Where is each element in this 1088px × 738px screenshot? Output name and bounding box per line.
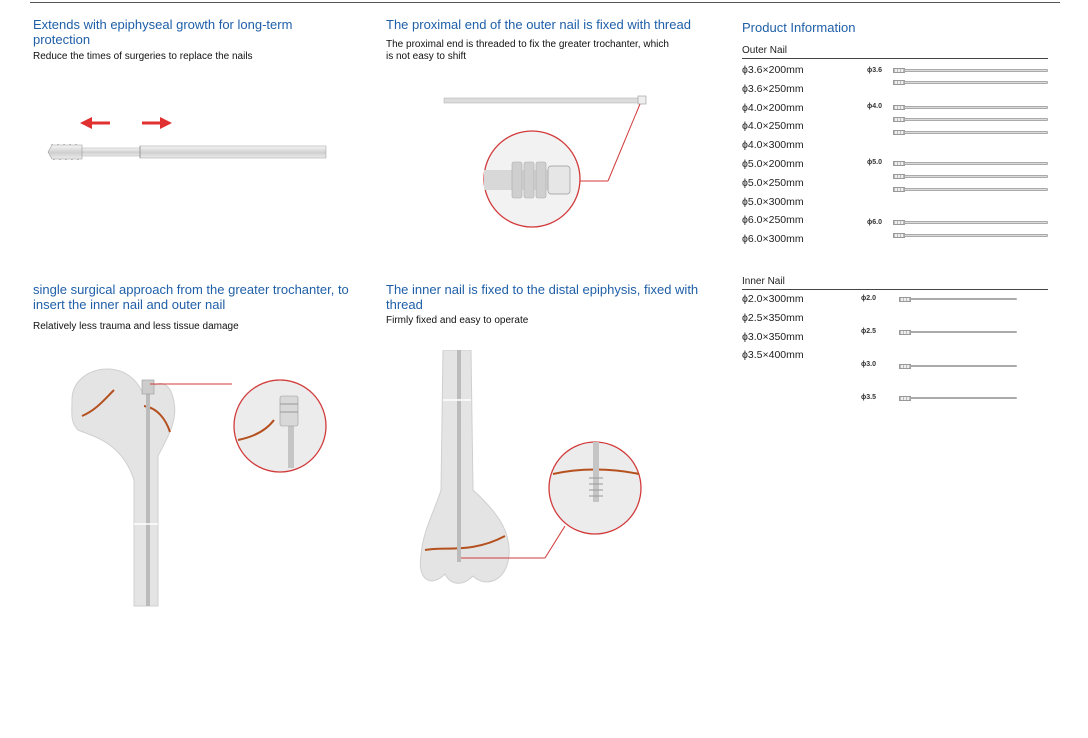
feature-title: single surgical approach from the greater trochanter, to insert the inner nail and outer nail bbox=[33, 282, 349, 312]
inner-nail-rod bbox=[910, 298, 1017, 300]
outer-nail-rod bbox=[904, 118, 1048, 121]
diameter-label: ϕ5.0 bbox=[867, 159, 882, 166]
diameter-label: ϕ3.5 bbox=[861, 394, 876, 401]
outer-nail-rod bbox=[904, 221, 1048, 224]
list-item: ϕ3.5×400mm bbox=[742, 349, 804, 362]
outer-nail-rod bbox=[904, 131, 1048, 134]
outer-nail-rod bbox=[904, 162, 1048, 165]
list-item: ϕ2.0×300mm bbox=[742, 293, 804, 305]
list-item: ϕ4.0×250mm bbox=[742, 120, 804, 133]
diameter-label: ϕ2.5 bbox=[861, 328, 876, 335]
femur-proximal-illustration bbox=[62, 360, 332, 608]
list-item: ϕ4.0×200mm bbox=[742, 101, 804, 114]
diameter-label: ϕ2.0 bbox=[861, 295, 876, 302]
list-item: ϕ3.6×200mm bbox=[742, 64, 804, 76]
telescopic-nail-illustration bbox=[40, 108, 340, 170]
list-item: ϕ3.0×350mm bbox=[742, 330, 804, 343]
feature-title: Extends with epiphyseal growth for long-term protection bbox=[33, 17, 293, 47]
outer-nail-rod bbox=[904, 81, 1048, 84]
list-item: ϕ6.0×250mm bbox=[742, 214, 804, 227]
diameter-label: ϕ3.6 bbox=[867, 67, 882, 74]
feature-title: The proximal end of the outer nail is fixed with thread bbox=[386, 17, 691, 32]
list-item: ϕ3.6×250mm bbox=[742, 82, 804, 95]
inner-nail-rod bbox=[910, 365, 1017, 367]
diameter-label: ϕ6.0 bbox=[867, 219, 882, 226]
feature-single-approach bbox=[33, 282, 353, 333]
feature-subtitle: Reduce the times of surgeries to replace the nails bbox=[33, 51, 253, 62]
outer-nail-rod bbox=[904, 234, 1048, 237]
inner-nail-size-list bbox=[742, 290, 804, 365]
outer-nail-rod bbox=[904, 175, 1048, 178]
inner-nail-rod bbox=[910, 397, 1017, 399]
femur-distal-illustration bbox=[415, 350, 655, 595]
feature-distal-thread bbox=[386, 282, 706, 327]
feature-subtitle: Relatively less trauma and less tissue damage bbox=[33, 321, 239, 332]
diameter-label: ϕ4.0 bbox=[867, 103, 882, 110]
right-arrow-icon bbox=[142, 117, 172, 129]
list-item: ϕ5.0×200mm bbox=[742, 157, 804, 170]
list-item: ϕ4.0×300mm bbox=[742, 139, 804, 152]
list-item: ϕ5.0×300mm bbox=[742, 195, 804, 208]
inner-nail-rod bbox=[910, 331, 1017, 333]
product-info-title: Product Information bbox=[742, 20, 856, 35]
list-item: ϕ6.0×300mm bbox=[742, 233, 804, 246]
feature-epiphyseal-growth bbox=[33, 17, 333, 63]
proximal-thread-illustration bbox=[440, 90, 660, 235]
outer-nail-rod bbox=[904, 69, 1048, 72]
inner-nail-label: Inner Nail bbox=[742, 276, 785, 287]
list-item: ϕ5.0×250mm bbox=[742, 176, 804, 189]
list-item: ϕ2.5×350mm bbox=[742, 311, 804, 324]
top-rule bbox=[30, 2, 1060, 3]
feature-subtitle: Firmly fixed and easy to operate bbox=[386, 315, 529, 326]
feature-proximal-thread bbox=[386, 17, 716, 63]
feature-title: The inner nail is fixed to the distal epiphysis, fixed with thread bbox=[386, 282, 699, 312]
left-arrow-icon bbox=[80, 117, 110, 129]
outer-nail-rod bbox=[904, 188, 1048, 191]
outer-nail-size-list bbox=[742, 61, 804, 249]
outer-nail-rule bbox=[742, 58, 1048, 59]
outer-nail-label: Outer Nail bbox=[742, 45, 788, 56]
diameter-label: ϕ3.0 bbox=[861, 361, 876, 368]
outer-nail-rod bbox=[904, 106, 1048, 109]
feature-subtitle: The proximal end is threaded to fix the greater trochanter, which is not easy to shift bbox=[386, 39, 669, 62]
